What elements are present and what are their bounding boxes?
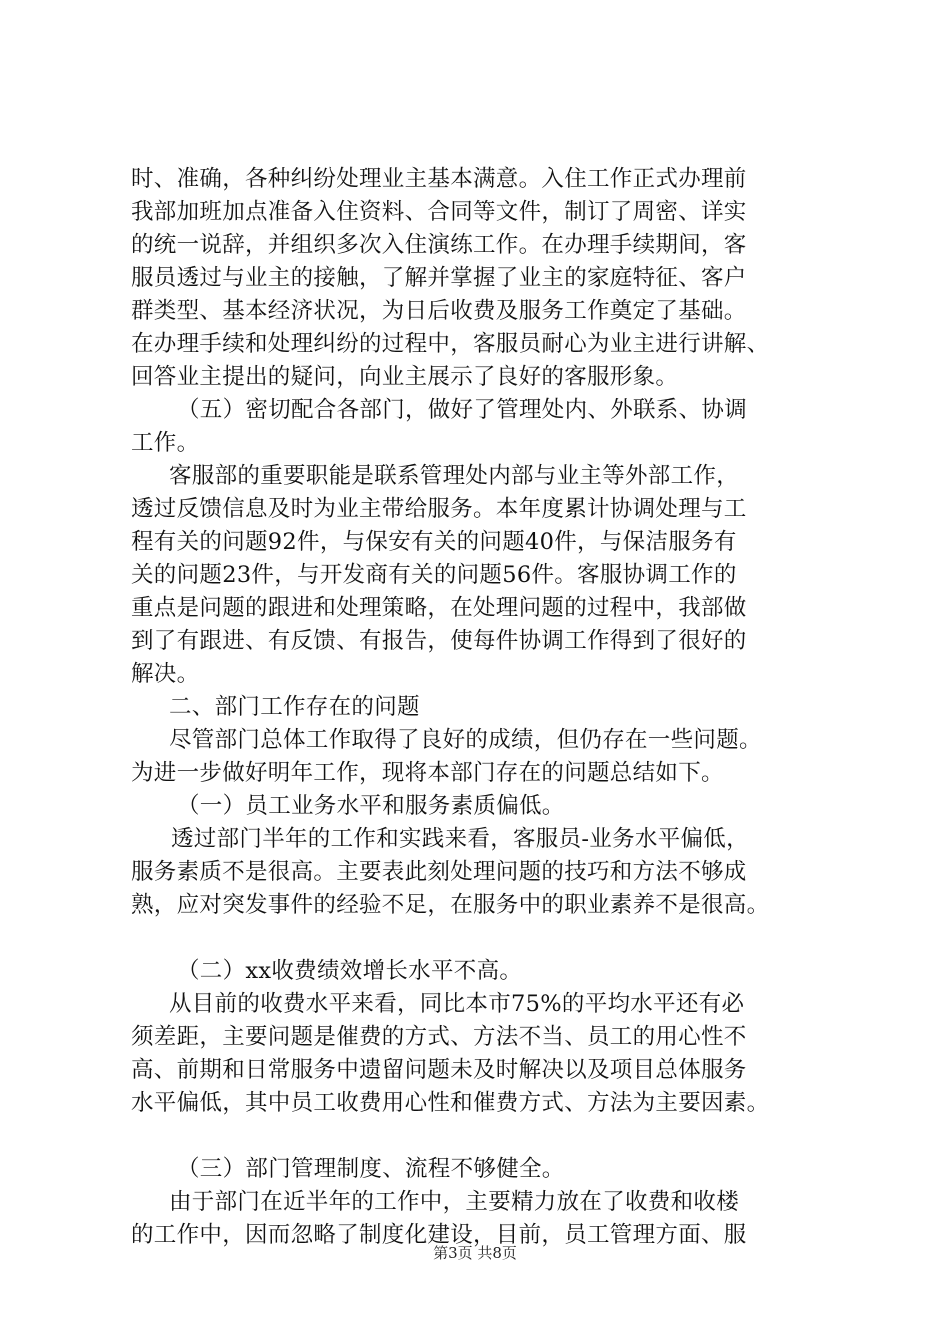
text-line: 熟，应对突发事件的经验不足，在服务中的职业素养不是很高。 bbox=[131, 892, 770, 918]
text-line: 时、准确，各种纠纷处理业主基本满意。入住工作正式办理前 bbox=[131, 166, 747, 192]
text-line: 服务素质不是很高。主要表此刻处理问题的技巧和方法不够成 bbox=[131, 859, 747, 885]
text-line: 水平偏低，其中员工收费用心性和催费方式、方法为主要因素。 bbox=[131, 1090, 770, 1116]
section-heading: （二）xx收费绩效增长水平不高。 bbox=[177, 958, 523, 984]
text-line: 须差距，主要问题是催费的方式、方法不当、员工的用心性不 bbox=[131, 1024, 747, 1050]
text-line: 为进一步做好明年工作，现将本部门存在的问题总结如下。 bbox=[131, 760, 724, 786]
text-line: 回答业主提出的疑问，向业主展示了良好的客服形象。 bbox=[131, 364, 679, 390]
text-line: 在办理手续和处理纠纷的过程中，客服员耐心为业主进行讲解、 bbox=[131, 331, 770, 357]
paragraph-start: 由于部门在近半年的工作中，主要精力放在了收费和收楼 bbox=[169, 1189, 740, 1215]
text-line: 透过反馈信息及时为业主带给服务。本年度累计协调处理与工 bbox=[131, 496, 747, 522]
text-line: 的统一说辞，并组织多次入住演练工作。在办理手续期间，客 bbox=[131, 232, 747, 258]
paragraph-start: 从目前的收费水平来看，同比本市75%的平均水平还有必 bbox=[169, 991, 745, 1017]
text-line: 工作。 bbox=[131, 430, 200, 456]
blank-line bbox=[131, 922, 851, 955]
paragraph-start: 透过部门半年的工作和实践来看，客服员-业务水平偏低， bbox=[171, 826, 749, 852]
text-line: 高、前期和日常服务中遗留问题未及时解决以及项目总体服务 bbox=[131, 1057, 747, 1083]
text-line: 群类型、基本经济状况，为日后收费及服务工作奠定了基础。 bbox=[131, 298, 747, 324]
text-line: 关的问题23件，与开发商有关的问题56件。客服协调工作的 bbox=[131, 562, 737, 588]
text-line: 重点是问题的跟进和处理策略，在处理问题的过程中，我部做 bbox=[131, 595, 747, 621]
paragraph-start: 客服部的重要职能是联系管理处内部与业主等外部工作， bbox=[169, 463, 740, 489]
text-line: 的工作中，因而忽略了制度化建设，目前，员工管理方面、服 bbox=[131, 1222, 747, 1248]
text-line: 解决。 bbox=[131, 661, 200, 687]
text-line: 程有关的问题92件，与保安有关的问题40件，与保洁服务有 bbox=[131, 529, 737, 555]
blank-line bbox=[131, 1120, 851, 1153]
text-line: 我部加班加点准备入住资料、合同等文件，制订了周密、详实 bbox=[131, 199, 747, 225]
page-number-footer: 第3页 共8页 bbox=[433, 1244, 517, 1262]
document-body bbox=[131, 163, 851, 1252]
text-line: 到了有跟进、有反馈、有报告，使每件协调工作得到了很好的 bbox=[131, 628, 747, 654]
section-heading: 二、部门工作存在的问题 bbox=[169, 694, 420, 720]
section-heading: （三）部门管理制度、流程不够健全。 bbox=[177, 1156, 565, 1182]
paragraph-start: 尽管部门总体工作取得了良好的成绩，但仍存在一些问题。 bbox=[169, 727, 762, 753]
section-heading: （五）密切配合各部门，做好了管理处内、外联系、协调 bbox=[177, 397, 748, 423]
text-line: 服员透过与业主的接触，了解并掌握了业主的家庭特征、客户 bbox=[131, 265, 747, 291]
section-heading: （一）员工业务水平和服务素质偏低。 bbox=[177, 793, 565, 819]
